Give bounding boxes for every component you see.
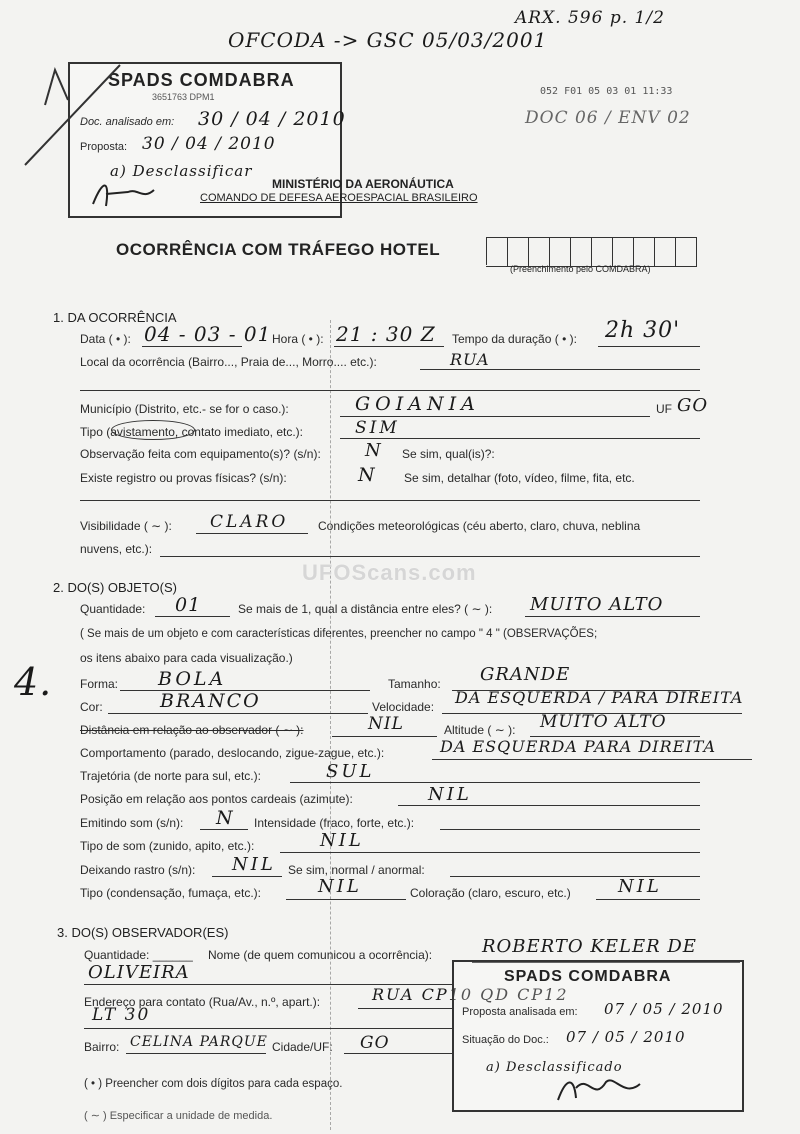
cor-label: Cor:	[80, 700, 103, 714]
note-line-1: ( Se mais de um objeto e com características diferentes, preencher no campo " 4 " (OBSERVAÇÕES;	[80, 628, 598, 640]
nome-value: ROBERTO KELER DE	[482, 936, 697, 957]
footnote-2: ( ∼ ) Especificar a unidade de medida.	[84, 1110, 273, 1122]
traj-value: SUL	[326, 761, 375, 782]
avistamento-circle	[111, 420, 195, 440]
pos-label: Posição em relação aos pontos cardeais (azimute):	[80, 792, 353, 806]
stamp-doc-label: Doc. analisado em:	[80, 116, 175, 128]
nome-label: Nome (de quem comunicou a ocorrência):	[208, 948, 433, 962]
pos-value: NIL	[428, 784, 472, 805]
end-label: Endereço para contato (Rua/Av., n.º, apart.):	[84, 995, 321, 1009]
stamp-bottom-proposta-value: 07 / 05 / 2010	[604, 1000, 724, 1018]
tiposom-value: NIL	[320, 830, 364, 851]
local-label: Local da ocorrência (Bairro..., Praia de..., Morro.... etc.):	[80, 355, 377, 369]
color-label: Coloração (claro, escuro, etc.)	[410, 886, 571, 900]
distobs-label: Distância em relação ao observador ( ∼ ):	[80, 723, 304, 737]
note-line-2: os itens abaixo para cada visualização.)	[80, 651, 293, 665]
obs-label: Observação feita com equipamento(s)? (s/n):	[80, 447, 321, 461]
printed-code: 052 F01 05 03 01 11:33	[540, 86, 673, 97]
control-box-cell	[612, 237, 634, 267]
stamp-sub: 3651763 DPM1	[152, 92, 215, 102]
tamanho-label: Tamanho:	[388, 677, 441, 691]
doc-env-note: DOC 06 / ENV 02	[525, 108, 691, 128]
stamp-bottom-a-value: a) Desclassificado	[486, 1060, 623, 1075]
control-box-cell	[591, 237, 613, 267]
command-name: COMANDO DE DEFESA AEROESPACIAL BRASILEIRO	[200, 192, 478, 204]
stamp-bottom-title: SPADS COMDABRA	[504, 968, 672, 985]
section-2-heading: 2. DO(S) OBJETO(S)	[53, 580, 177, 595]
vis-label: Visibilidade ( ∼ ):	[80, 519, 172, 533]
reg-question: Se sim, detalhar (foto, vídeo, filme, fita, etc.	[404, 471, 635, 485]
tipo2-label: Tipo (condensação, fumaça, etc.):	[80, 886, 261, 900]
section-3-heading: 3. DO(S) OBSERVADOR(ES)	[57, 925, 229, 940]
stamp-bottom-proposta-label: Proposta analisada em:	[462, 1006, 578, 1018]
cidade-value: GO	[360, 1033, 390, 1053]
cidade-label: Cidade/UF:	[272, 1040, 333, 1054]
stamp-a-value: a) Desclassificar	[110, 162, 253, 180]
comdabra-stamp-bottom	[452, 960, 744, 1112]
data-label: Data ( • ):	[80, 332, 131, 346]
section-1-heading: 1. DA OCORRÊNCIA	[53, 310, 177, 325]
rastro-question: Se sim, normal / anormal:	[288, 863, 425, 877]
cond-label: Condições meteorológicas (céu aberto, claro, chuva, neblina	[318, 519, 641, 533]
tamanho-value: GRANDE	[480, 664, 571, 685]
hora-value: 21 : 30 Z	[336, 322, 436, 346]
forma-value: BOLA	[158, 668, 227, 690]
margin-mark: 4.	[14, 660, 53, 704]
nome-value-2: OLIVEIRA	[88, 962, 190, 983]
bairro-label: Bairro:	[84, 1040, 120, 1054]
comp-label: Comportamento (parado, deslocando, zigue-zague, etc.):	[80, 746, 385, 760]
forma-label: Forma:	[80, 677, 119, 691]
uf-value: GO	[677, 395, 709, 416]
tiposom-label: Tipo de som (zunido, apito, etc.):	[80, 839, 255, 853]
qtd-value: 01	[175, 594, 202, 616]
color-value: NIL	[618, 876, 662, 897]
cor-value: BRANCO	[160, 690, 261, 712]
stamp-title: SPADS COMDABRA	[108, 70, 295, 90]
traj-label: Trajetória (de norte para sul, etc.):	[80, 769, 261, 783]
stamp-proposta-label: Proposta:	[80, 141, 128, 153]
tipo-value: SIM	[355, 418, 400, 438]
reg-value: N	[358, 464, 376, 486]
routing-note: OFCODA -> GSC 05/03/2001	[228, 28, 548, 52]
som-label: Emitindo som (s/n):	[80, 816, 184, 830]
stamp-doc-value: 30 / 04 / 2010	[198, 108, 346, 130]
municipio-label: Município (Distrito, etc.- se for o caso.):	[80, 402, 289, 416]
stamp-bottom-sit-label: Situação do Doc.:	[462, 1034, 549, 1046]
end-value-2: LT 30	[92, 1005, 151, 1025]
reg-label: Existe registro ou provas físicas? (s/n):	[80, 471, 287, 485]
qtd-label: Quantidade:	[80, 602, 146, 616]
vel-label: Velocidade:	[372, 700, 435, 714]
som-value: N	[216, 807, 234, 829]
control-box-cell	[486, 237, 508, 267]
distobs-value: NIL	[368, 714, 404, 734]
dist-value: MUITO ALTO	[530, 594, 664, 615]
alt-label: Altitude ( ∼ ):	[444, 723, 516, 737]
fold-line	[330, 320, 331, 1130]
tipo-label: Tipo (avistamento, contato imediato, etc.):	[80, 425, 303, 439]
control-box-cell	[570, 237, 592, 267]
obs-qtd-label: Quantidade: ______	[84, 948, 193, 962]
control-box-cell	[549, 237, 571, 267]
control-box-cell	[633, 237, 655, 267]
stamp-bottom-sit-value: 07 / 05 / 2010	[566, 1028, 686, 1046]
control-box-cell	[675, 237, 697, 267]
hora-label: Hora ( • ):	[272, 332, 324, 346]
alt-value: MUITO ALTO	[540, 712, 667, 732]
tempo-value: 2h 30'	[605, 318, 681, 343]
stamp-proposta-value: 30 / 04 / 2010	[142, 134, 276, 154]
watermark: UFOScans.com	[302, 560, 477, 585]
municipio-value: GOIANIA	[355, 393, 480, 415]
form-title: OCORRÊNCIA COM TRÁFEGO HOTEL	[116, 240, 441, 259]
dist-question: Se mais de 1, qual a distância entre eles? ( ∼ ):	[238, 602, 493, 616]
obs-question: Se sim, qual(is)?:	[402, 447, 495, 461]
control-box-cell	[654, 237, 676, 267]
local-value: RUA	[450, 350, 490, 369]
vis-value: CLARO	[210, 512, 289, 532]
data-value: 04 - 03 - 01	[144, 322, 272, 346]
control-box-cell	[507, 237, 529, 267]
signature	[88, 174, 158, 217]
diagonal-mark	[20, 60, 130, 175]
comp-value: DA ESQUERDA PARA DIREITA	[440, 737, 716, 756]
tempo-label: Tempo da duração ( • ):	[452, 332, 577, 346]
control-box-cell	[528, 237, 550, 267]
stamp-bottom-signature	[554, 1072, 644, 1111]
tipo2-value: NIL	[318, 876, 362, 897]
obs-value: N	[365, 440, 382, 461]
cond-label-2: nuvens, etc.):	[80, 542, 153, 556]
end-value: RUA CP10 QD CP12	[372, 985, 569, 1004]
uf-label: UF	[656, 402, 672, 416]
ministry-name: MINISTÉRIO DA AERONÁUTICA	[272, 177, 454, 191]
rastro-value: NIL	[232, 854, 276, 875]
vel-value: DA ESQUERDA / PARA DIREITA	[455, 688, 744, 707]
footnote-1: ( • ) Preencher com dois dígitos para cada espaço.	[84, 1078, 343, 1090]
control-box-note: (Preenchimento pelo COMDABRA)	[510, 264, 651, 274]
bairro-value: CELINA PARQUE	[130, 1034, 268, 1050]
archive-reference: ARX. 596 p. 1/2	[515, 8, 665, 28]
int-label: Intensidade (fraco, forte, etc.):	[254, 816, 415, 830]
rastro-label: Deixando rastro (s/n):	[80, 863, 196, 877]
